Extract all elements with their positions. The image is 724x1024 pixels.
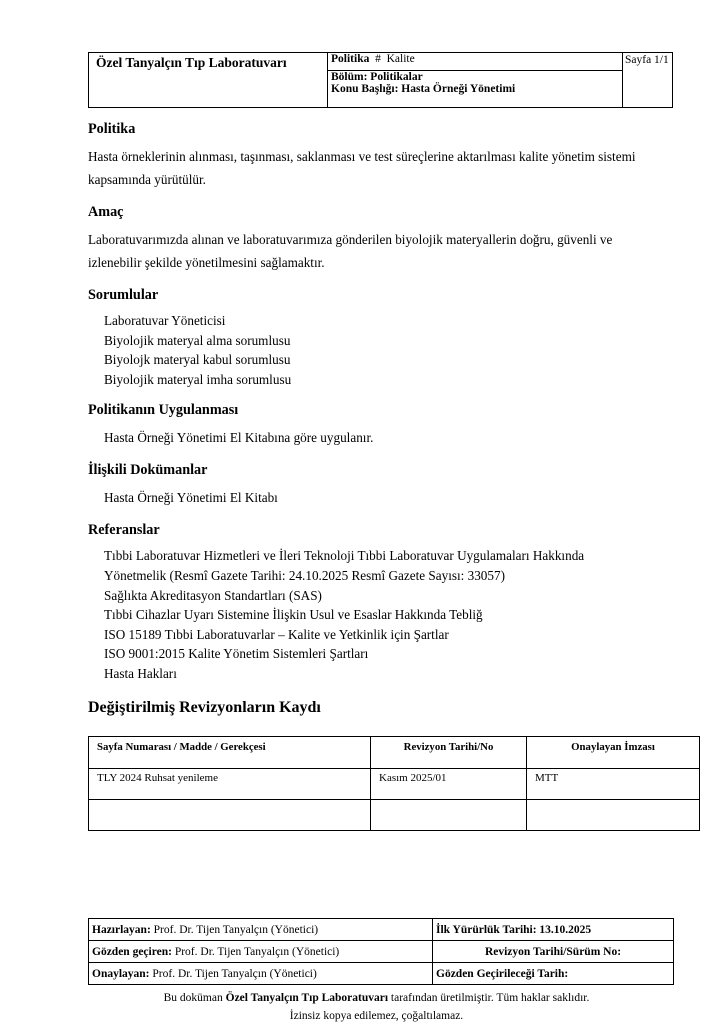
revision-col-header: Sayfa Numarası / Madde / Gerekçesi	[89, 736, 371, 768]
copyright-org-name: Özel Tanyalçın Tıp Laboratuvarı	[225, 992, 389, 1004]
doc-department: Bölüm: Politikalar	[331, 71, 423, 83]
document-footer	[88, 918, 665, 1024]
prepared-by-label: Hazırlayan:	[92, 923, 151, 936]
section-heading-revizyon-kaydi: Değiştirilmiş Revizyonların Kaydı	[88, 698, 321, 716]
next-review-date-cell: Gözden Geçirileceği Tarih:	[433, 963, 674, 985]
revision-col-header: Revizyon Tarihi/No	[371, 736, 527, 768]
reviewed-by-label: Gözden geçiren:	[92, 945, 172, 958]
list-item: Laboratuvar Yöneticisi	[104, 313, 226, 328]
section-heading-uygulanma: Politikanın Uygulanması	[88, 402, 239, 419]
doc-subject: Konu Başlığı: Hasta Örneği Yönetimi	[331, 83, 516, 95]
prepared-by-value: Prof. Dr. Tijen Tanyalçın (Yönetici)	[150, 923, 319, 936]
reviewed-by-value: Prof. Dr. Tijen Tanyalçın (Yönetici)	[171, 945, 340, 958]
copyright-line-1	[88, 989, 665, 1007]
section-heading-politika: Politika	[88, 121, 136, 137]
org-name-cell	[89, 53, 328, 108]
table-row	[89, 963, 674, 985]
copyright-prefix: Bu doküman	[163, 992, 226, 1004]
revision-cell	[371, 799, 527, 830]
copyright-line-2: İzinsiz kopya edilemez, çoğaltılamaz.	[289, 1010, 464, 1022]
list-item: Sağlıkta Akreditasyon Standartları (SAS)	[104, 587, 322, 603]
referanslar-list	[88, 546, 645, 683]
revision-record-table	[88, 736, 700, 831]
list-item: Tıbbi Cihazlar Uyarı Sistemine İlişkin Usul ve Esaslar Hakkında Tebliğ	[104, 607, 483, 623]
doc-type-cell	[328, 53, 623, 71]
section-heading-iliskili: İlişkili Dokümanlar	[88, 462, 208, 479]
document-body	[88, 120, 655, 831]
section-heading-referanslar: Referanslar	[88, 522, 160, 539]
revision-cell: TLY 2024 Ruhsat yenileme	[89, 768, 371, 799]
approval-table	[88, 918, 674, 985]
revision-cell: Kasım 2025/01	[371, 768, 527, 799]
table-row	[89, 941, 674, 963]
reviewed-by-cell	[89, 941, 433, 963]
table-row	[89, 919, 674, 941]
list-item: Biyolojik materyal imha sorumlusu	[104, 371, 292, 387]
table-row	[89, 799, 700, 830]
first-effective-date-cell: İlk Yürürlük Tarihi: 13.10.2025	[433, 919, 674, 941]
amac-paragraph: Laboratuvarımızda alınan ve laboratuvarımıza gönderilen biyolojik materyallerin doğru, güvenli ve izlenebilir şekilde yönetilmesini sağlamaktır.	[88, 232, 613, 270]
revision-cell	[89, 799, 371, 830]
list-item: Hasta Hakları	[104, 665, 177, 681]
list-item: ISO 9001:2015 Kalite Yönetim Sistemleri Şartları	[104, 646, 369, 662]
table-row	[89, 768, 700, 799]
header-row-1	[89, 53, 673, 71]
org-name: Özel Tanyalçın Tıp Laboratuvarı	[96, 55, 287, 70]
revision-col-header: Onaylayan İmzası	[527, 736, 700, 768]
list-item: ISO 15189 Tıbbi Laboratuvarlar – Kalite ve Yetkinlik için Şartlar	[104, 626, 449, 642]
document-header-table	[88, 52, 673, 108]
uygulanma-paragraph: Hasta Örneği Yönetimi El Kitabına göre uygulanır.	[104, 430, 374, 446]
politika-paragraph: Hasta örneklerinin alınması, taşınması, saklanması ve test süreçlerine aktarılması kalite yönetim sistemi kapsamında yürütülür.	[88, 149, 636, 187]
doc-type-value: # Kalite	[369, 53, 415, 65]
sorumlular-list	[88, 311, 645, 389]
copyright-notes	[88, 989, 665, 1024]
approved-by-cell	[89, 963, 433, 985]
list-item: Tıbbi Laboratuvar Hizmetleri ve İleri Teknoloji Tıbbi Laboratuvar Uygulamaları Hakkında Yönetmelik (Resmî Gazete Tarihi: 24.10.2025 Resmî Gazete Sayısı: 33057)	[104, 548, 585, 583]
revision-cell: MTT	[527, 768, 700, 799]
revision-date-cell: Revizyon Tarihi/Sürüm No:	[433, 941, 674, 963]
list-item: Biyolojik materyal alma sorumlusu	[104, 332, 291, 348]
section-heading-sorumlular: Sorumlular	[88, 287, 159, 303]
revision-cell	[527, 799, 700, 830]
doc-meta-cell	[328, 71, 623, 108]
page-number-cell	[623, 53, 673, 108]
prepared-by-cell	[89, 919, 433, 941]
section-heading-amac: Amaç	[88, 204, 124, 220]
copyright-suffix: tarafından üretilmiştir. Tüm haklar saklıdır.	[388, 992, 590, 1004]
approved-by-label: Onaylayan:	[92, 967, 150, 980]
revision-header-row	[89, 736, 700, 768]
approved-by-value: Prof. Dr. Tijen Tanyalçın (Yönetici)	[149, 967, 317, 980]
page-number: Sayfa 1/1	[625, 54, 669, 66]
iliskili-paragraph: Hasta Örneği Yönetimi El Kitabı	[104, 490, 278, 506]
doc-type-label: Politika	[331, 53, 370, 65]
list-item: Biyolojk materyal kabul sorumlusu	[104, 352, 291, 368]
